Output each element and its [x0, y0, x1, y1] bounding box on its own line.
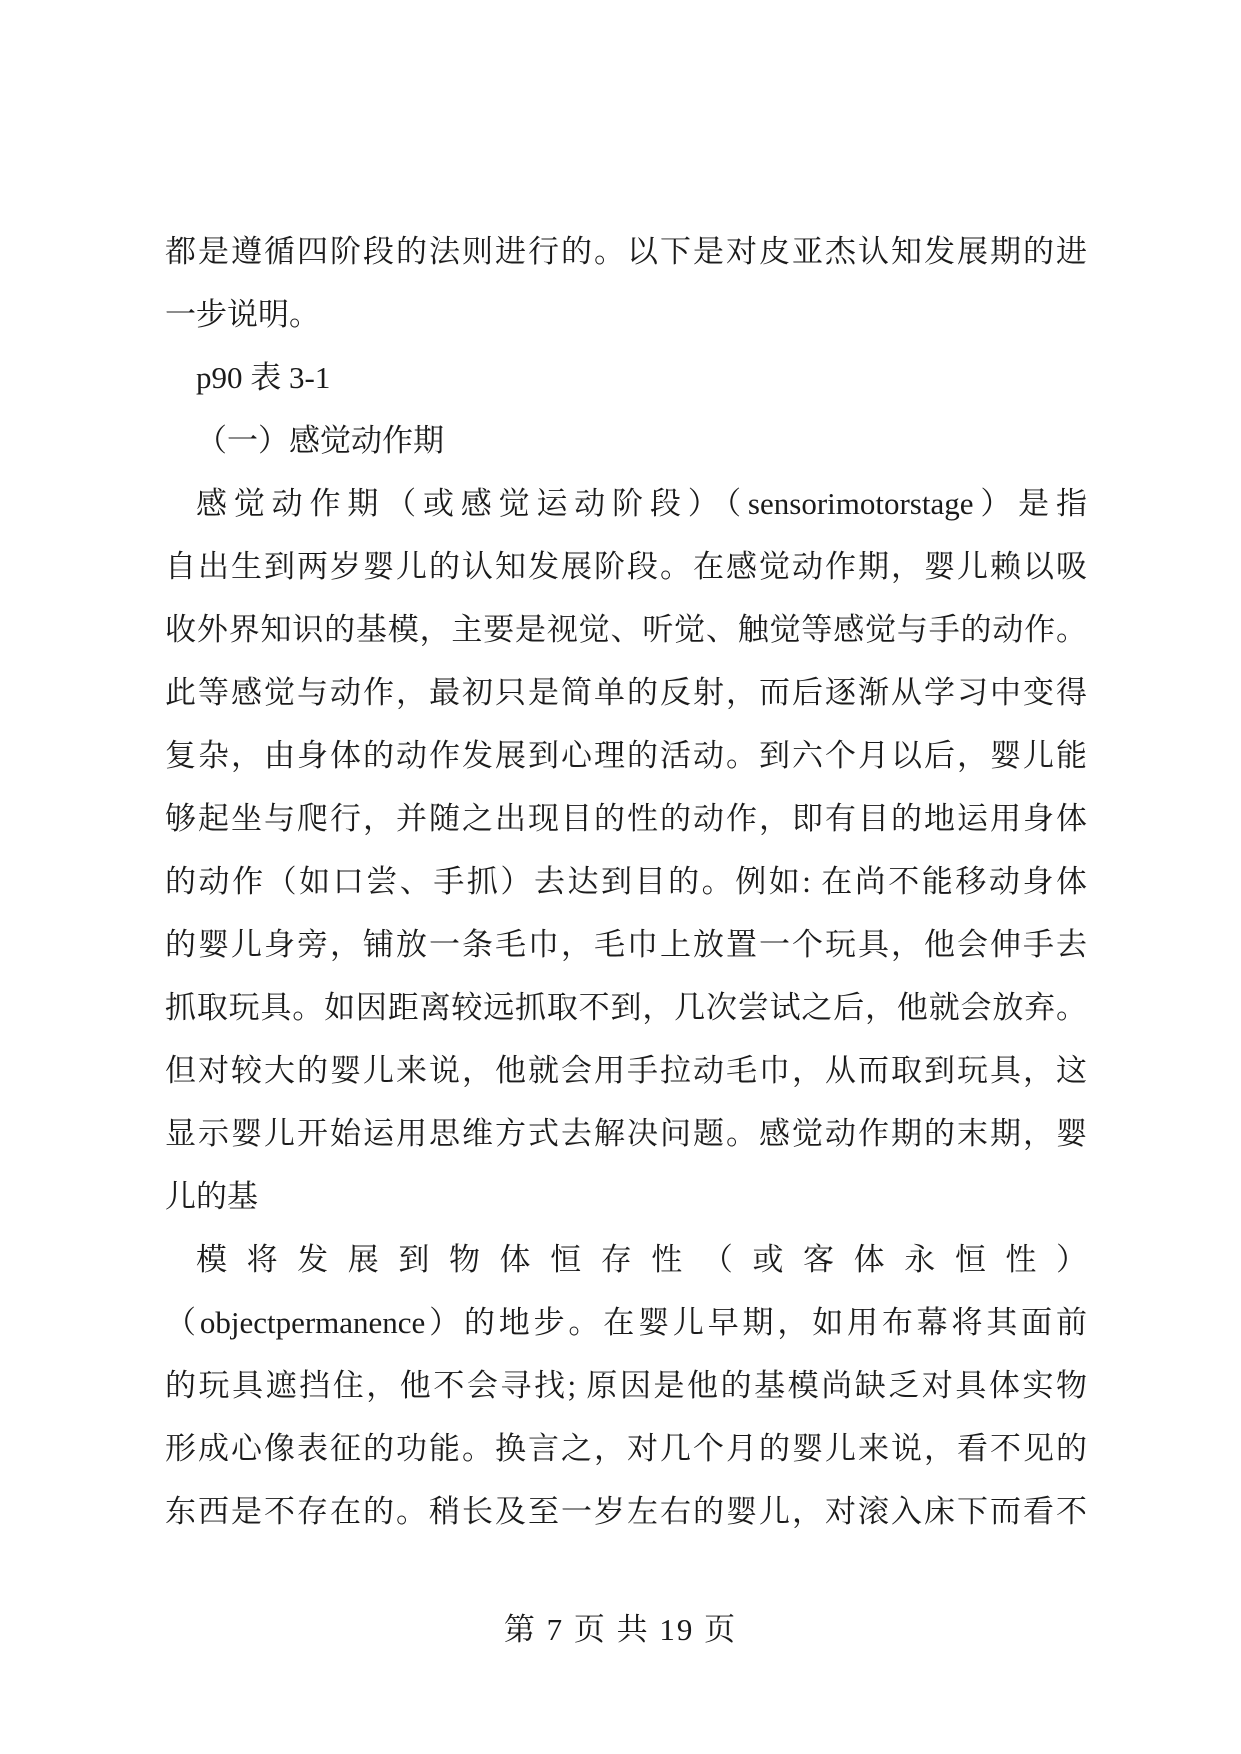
page-number-footer: 第 7 页 共 19 页: [503, 1612, 738, 1647]
text-line: 的玩具遮挡住，他不会寻找; 原因是他的基模尚缺乏对具体实物: [165, 1368, 1087, 1403]
text-line: 够起坐与爬行，并随之出现目的性的动作，即有目的地运用身体: [165, 801, 1087, 836]
text-line: 但对较大的婴儿来说，他就会用手拉动毛巾，从而取到玩具，这: [165, 1053, 1087, 1088]
text-line: p90 表 3-1: [196, 360, 331, 395]
text-line: 抓取玩具。如因距离较远抓取不到，几次尝试之后，他就会放弃。: [165, 990, 1087, 1025]
text-line: 东西是不存在的。稍长及至一岁左右的婴儿，对滚入床下而看不: [165, 1494, 1087, 1529]
text-line: 收外界知识的基模，主要是视觉、听觉、触觉等感觉与手的动作。: [165, 612, 1087, 647]
text-line: （objectpermanence）的地步。在婴儿早期，如用布幕将其面前: [165, 1305, 1087, 1340]
text-line: 形成心像表征的功能。换言之，对几个月的婴儿来说，看不见的: [165, 1431, 1087, 1466]
section-heading: （一）感觉动作期: [196, 423, 444, 458]
text-line: 自出生到两岁婴儿的认知发展阶段。在感觉动作期，婴儿赖以吸: [165, 549, 1087, 584]
text-line: 一步说明。: [165, 297, 320, 332]
text-line: 的动作（如口尝、手抓）去达到目的。例如: 在尚不能移动身体: [165, 864, 1087, 899]
text-line: 显示婴儿开始运用思维方式去解决问题。感觉动作期的末期，婴: [165, 1116, 1087, 1151]
text-line: 都是遵循四阶段的法则进行的。以下是对皮亚杰认知发展期的进: [165, 234, 1087, 269]
body-text-block: [165, 220, 1087, 1543]
text-line: 此等感觉与动作，最初只是简单的反射，而后逐渐从学习中变得: [165, 675, 1087, 710]
text-line: 儿的基: [165, 1179, 258, 1214]
text-line: 模将发展到物体恒存性（或客体永恒性）: [196, 1242, 1087, 1277]
text-line: 感觉动作期（或感觉运动阶段）（sensorimotorstage）是指: [196, 486, 1087, 521]
text-line: 的婴儿身旁，铺放一条毛巾，毛巾上放置一个玩具，他会伸手去: [165, 927, 1087, 962]
text-line: 复杂，由身体的动作发展到心理的活动。到六个月以后，婴儿能: [165, 738, 1087, 773]
